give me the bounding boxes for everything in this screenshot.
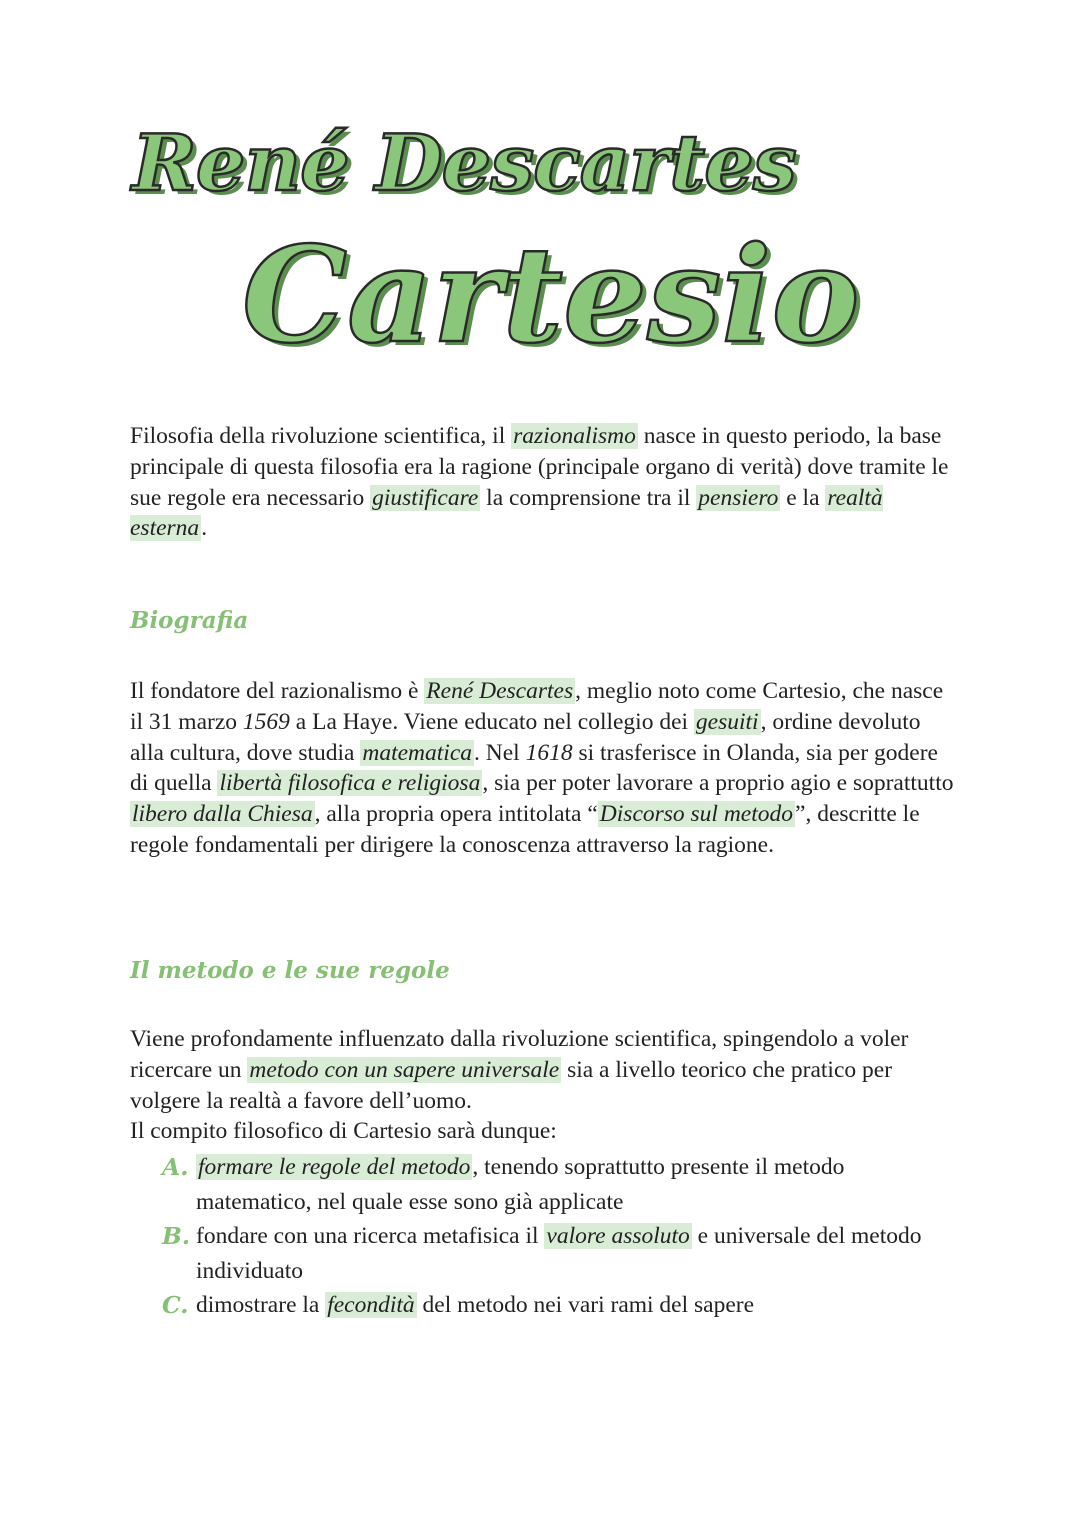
heading-biografia: Biografia	[130, 607, 249, 634]
list-marker: B.	[162, 1222, 191, 1250]
highlight: pensiero	[698, 484, 779, 511]
highlight: Discorso sul metodo	[599, 801, 794, 828]
metodo-paragraph: Viene profondamente influenzato dalla rivoluzione scientifica, spingendolo a voler ricercare un metodo con un sapere universale sia a livello teorico che pratico per volgere la realtà a favore dell’uomo. Il compito filosofico di Cartesio sarà dunque:	[130, 1026, 909, 1145]
title-rene-descartes: René Descartes	[132, 118, 796, 209]
intro-paragraph: Filosofia della rivoluzione scientifica, il razionalismo nasce in questo periodo, la base principale di questa filosofia era la ragione (principale organo di verità) dove tramite le sue regole era necessario giustificare la comprensione tra il pensiero e la realtà esterna.	[130, 423, 949, 542]
list-item: A. formare le regole del metodo, tenendo soprattutto presente il metodo matematico, nel quale esse sono già applicate	[162, 1150, 952, 1219]
highlight: libero dalla Chiesa	[132, 801, 313, 828]
metodo-list	[162, 1150, 952, 1323]
highlight: metodo con un sapere universale	[249, 1056, 560, 1083]
highlight: gesuiti	[695, 708, 759, 735]
list-marker: C.	[162, 1291, 189, 1319]
highlight: valore assoluto	[546, 1223, 690, 1249]
highlight: razionalismo	[513, 423, 636, 449]
highlight: René Descartes	[426, 678, 574, 704]
highlight: matematica	[362, 739, 472, 766]
title-cartesio: Cartesio	[242, 218, 860, 373]
list-marker: A.	[162, 1153, 189, 1181]
highlight: giustificare	[372, 484, 479, 511]
highlight: formare le regole del metodo	[198, 1154, 471, 1180]
list-item: B. fondare con una ricerca metafisica il valore assoluto e universale del metodo individuato	[162, 1219, 952, 1288]
list-item: C. dimostrare la fecondità del metodo nei vari rami del sapere	[162, 1288, 952, 1323]
highlight: realtà esterna	[130, 484, 883, 542]
highlight: libertà filosofica e religiosa	[219, 770, 481, 797]
highlight: fecondità	[327, 1292, 415, 1318]
biografia-paragraph: Il fondatore del razionalismo è René Descartes, meglio noto come Cartesio, che nasce il 31 marzo 1569 a La Haye. Viene educato nel collegio dei gesuiti, ordine devoluto alla cultura, dove studia matematica. Nel 1618 si trasferisce in Olanda, sia per godere di quella libertà filosofica e religiosa, sia per poter lavorare a proprio agio e soprattutto libero dalla Chiesa, alla propria opera intitolata “Discorso sul metodo”, descritte le regole fondamentali per dirigere la conoscenza attraverso la ragione.	[130, 678, 954, 858]
heading-metodo: Il metodo e le sue regole	[130, 957, 450, 984]
